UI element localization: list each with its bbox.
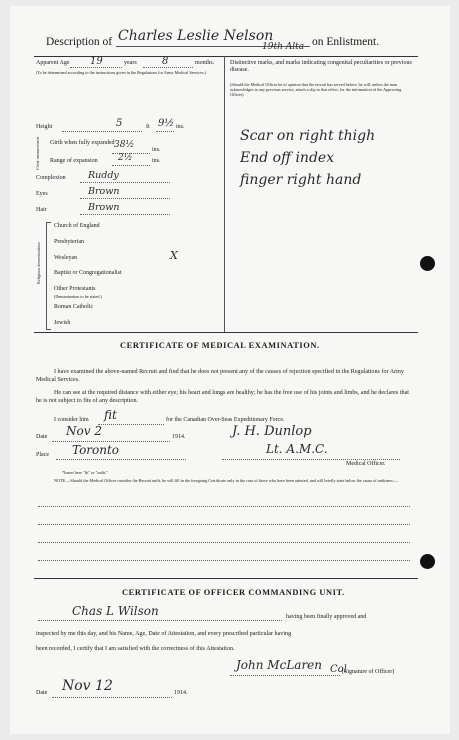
marks-value-line-1: Scar on right thigh: [240, 128, 376, 144]
eyes-value: Brown: [88, 186, 120, 197]
girth-value: 38½: [114, 140, 135, 150]
insert-note: *Insert here "fit" or "unfit.": [62, 470, 109, 475]
months-label: months.: [195, 60, 215, 66]
officer-date-label: Date: [36, 690, 48, 696]
medical-officer-rank: Lt. A.M.C.: [266, 442, 328, 456]
height-label: Height: [36, 124, 53, 130]
cause-line-1: [38, 506, 410, 507]
height-ft-value: 5: [116, 118, 123, 129]
medical-date-label: Date: [36, 434, 48, 440]
height-in-value: 9½: [158, 118, 175, 129]
girth-ins-label: ins.: [152, 147, 161, 153]
officer-signature-suffix: Col: [330, 664, 347, 675]
apparent-age-label: Apparent Age: [36, 60, 70, 66]
religion-label: Religious denominations: [36, 242, 41, 284]
age-months-line: [143, 67, 193, 68]
religion-bracket: [46, 222, 51, 330]
medical-heading: CERTIFICATE OF MEDICAL EXAMINATION.: [120, 341, 320, 350]
place-value: Toronto: [72, 443, 120, 457]
place-label: Place: [36, 452, 49, 458]
age-years-line: [70, 67, 122, 68]
ft-label: ft: [146, 124, 150, 130]
officer-heading: CERTIFICATE OF OFFICER COMMANDING UNIT.: [122, 588, 345, 597]
consider-label: I consider him: [54, 417, 89, 423]
marks-note: (Should the Medical Officer be of opinion that the recruit has served before, he will, unless the man acknowledges to any previous service, attach a slip to that effect, for the information of the Approving Officer).: [230, 82, 402, 97]
unfit-note: NOTE.—Should the Medical Officer consider the Recruit unfit, he will fill in the foregoing Certificate only in the case of those who have been attested, and will briefly state below the cause of unfitness:—: [54, 478, 399, 483]
marks-heading: Distinctive marks, and marks indicating congenital peculiarities or previous disease.: [230, 60, 412, 73]
medical-para-2: He can see at the required distance with either eye; his heart and lungs are healthy; he has the free use of his joints and limbs, and he declares that he is not subject to fits of any description.: [36, 390, 410, 404]
officer-text-2: inspected by me this day, and his Name, Age, Date of Attestation, and every prescribed particular having: [36, 631, 292, 637]
ins-label: ins.: [176, 124, 185, 130]
officer-year-label: 1914.: [174, 690, 188, 696]
age-note: (To be determined according to the instructions given in the Regulations for Army Medical Services.): [36, 70, 207, 75]
medical-year-label: 1914.: [172, 434, 186, 440]
column-divider: [224, 56, 225, 332]
range-label: Range of expansion: [50, 158, 98, 164]
for-label: for the Canadian Over-Seas Expeditionary Force.: [166, 417, 285, 423]
religion-baptist: Baptist or Congregationalist: [54, 270, 122, 276]
recruit-name: Charles Leslie Nelson: [118, 28, 274, 44]
title-suffix: on Enlistment.: [312, 36, 380, 48]
complexion-value: Ruddy: [88, 170, 119, 181]
girth-label: Girth when fully expanded: [50, 140, 115, 146]
consider-line: [98, 424, 164, 425]
range-line: [112, 165, 150, 166]
officer-signature-label: (Signature of Officer): [342, 669, 395, 675]
height-in-line: [156, 131, 174, 132]
medical-para-1: I have examined the above-named Recruit and find that he does not present any of the causes of rejection specified in the Regulations for Army Medical Services.: [36, 369, 404, 383]
hair-label: Hair: [36, 207, 47, 213]
place-line: [56, 459, 186, 460]
religion-wesleyan: Wesleyan: [54, 255, 78, 261]
cause-line-4: [38, 560, 410, 561]
religion-presbyterian: Presbyterian: [54, 239, 84, 245]
medical-officer-label: Medical Officer.: [346, 461, 386, 467]
officer-name-line: [38, 620, 282, 621]
cause-line-3: [38, 542, 410, 543]
margin-note: 19th Alta: [262, 42, 305, 52]
officer-text-3: been recorded, I certify that I am satisfied with the correctness of this Attestation.: [36, 646, 235, 652]
range-ins-label: ins.: [152, 158, 161, 164]
years-label: years: [124, 60, 137, 66]
officer-signature: John McLaren: [236, 658, 323, 672]
chest-label: Chest measurement: [35, 137, 40, 170]
religion-roman-catholic: Roman Catholic: [54, 304, 94, 310]
age-years-value: 19: [90, 56, 103, 67]
officer-text-1: having been finally approved and: [286, 614, 367, 620]
officer-recruit-name: Chas L Wilson: [72, 604, 159, 618]
religion-church-of-england: Church of England: [54, 223, 100, 229]
cause-line-2: [38, 524, 410, 525]
religion-jewish: Jewish: [54, 320, 71, 326]
marks-value-line-3: finger right hand: [240, 172, 362, 188]
eyes-label: Eyes: [36, 191, 48, 197]
religion-mark: X: [170, 249, 178, 262]
officer-date-line: [52, 697, 172, 698]
form-bottom-rule: [34, 332, 418, 333]
marks-value-line-2: End off index: [240, 150, 335, 166]
religion-denomination-note: (Denomination to be stated.): [54, 294, 102, 299]
height-ft-line: [62, 131, 142, 132]
section-divider: [34, 578, 418, 579]
eyes-line: [80, 198, 170, 199]
complexion-line: [80, 182, 170, 183]
title-prefix: Description of: [46, 36, 113, 48]
medical-officer-line: [222, 459, 400, 460]
complexion-label: Complexion: [36, 175, 66, 181]
hair-line: [80, 214, 170, 215]
consider-value: fit: [104, 408, 117, 422]
medical-date-line: [52, 441, 170, 442]
punch-hole-top: [420, 256, 435, 271]
hair-value: Brown: [88, 202, 120, 213]
officer-date-value: Nov 12: [62, 678, 113, 694]
religion-other-protestants: Other Protestants: [54, 286, 96, 292]
medical-officer-signature: J. H. Dunlop: [232, 424, 312, 439]
medical-date-value: Nov 2: [66, 424, 102, 438]
age-months-value: 8: [162, 56, 169, 67]
range-value: 2½: [118, 153, 133, 163]
officer-signature-line: [230, 675, 340, 676]
punch-hole-bottom: [420, 554, 435, 569]
